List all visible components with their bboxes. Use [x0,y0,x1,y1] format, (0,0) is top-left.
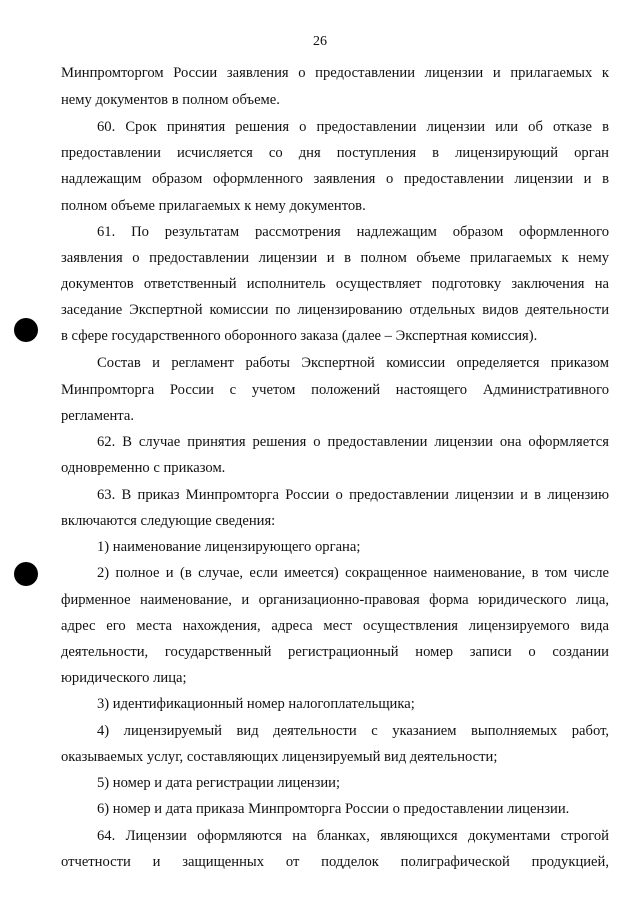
text-line: юридического лица; [61,670,187,686]
text-line: деятельности, государственный регистрационный номер записи о создании [61,644,609,660]
text-line: отчетности и защищенных от подделок полиграфической продукцией, [61,854,609,870]
text-line: Минпромторгом России заявления о предоставлении лицензии и прилагаемых к [61,65,609,81]
text-line: надлежащим образом оформленного заявления о предоставлении лицензии и в [61,171,609,187]
text-line: 60. Срок принятия решения о предоставлении лицензии или об отказе в [97,119,609,135]
text-line: нему документов в полном объеме. [61,92,280,108]
text-line: 63. В приказ Минпромторга России о предоставлении лицензии и в лицензию [97,487,609,503]
text-line: адрес его места нахождения, адреса мест осуществления лицензируемого вида [61,618,609,634]
text-line: документов ответственный исполнитель осуществляет подготовку заключения на [61,276,609,292]
text-line: одновременно с приказом. [61,460,226,476]
punch-hole [14,318,38,342]
text-line: регламента. [61,408,134,424]
text-line: 62. В случае принятия решения о предоставлении лицензии она оформляется [97,434,609,450]
text-line: полном объеме прилагаемых к нему документов. [61,198,366,214]
text-line: Состав и регламент работы Экспертной комиссии определяется приказом [97,355,609,371]
list-item: 4) лицензируемый вид деятельности с указанием выполняемых работ, [97,723,609,739]
list-item: 5) номер и дата регистрации лицензии; [97,775,341,791]
text-line: заявления о предоставлении лицензии и в полном объеме прилагаемых к нему [61,250,609,266]
punch-hole [14,562,38,586]
text-line: 64. Лицензии оформляются на бланках, являющихся документами строгой [97,828,609,844]
text-line: 61. По результатам рассмотрения надлежащим образом оформленного [97,224,609,240]
text-line: включаются следующие сведения: [61,513,276,529]
text-line: заседание Экспертной комиссии по лицензированию отдельных видов деятельности [61,302,609,318]
text-line: оказываемых услуг, составляющих лицензируемый вид деятельности; [61,749,498,765]
list-item: 3) идентификационный номер налогоплательщика; [97,696,415,712]
text-line: в сфере государственного оборонного заказа (далее – Экспертная комиссия). [61,328,538,344]
list-item: 1) наименование лицензирующего органа; [97,539,361,555]
text-line: предоставлении исчисляется со дня поступления в лицензирующий орган [61,145,609,161]
list-item: 6) номер и дата приказа Минпромторга России о предоставлении лицензии. [97,801,570,817]
text-line: фирменное наименование, и организационно-правовая форма юридического лица, [61,592,609,608]
page-number: 26 [313,34,327,49]
text-line: Минпромторга России с учетом положений настоящего Административного [61,382,609,398]
list-item: 2) полное и (в случае, если имеется) сокращенное наименование, в том числе [97,565,609,581]
